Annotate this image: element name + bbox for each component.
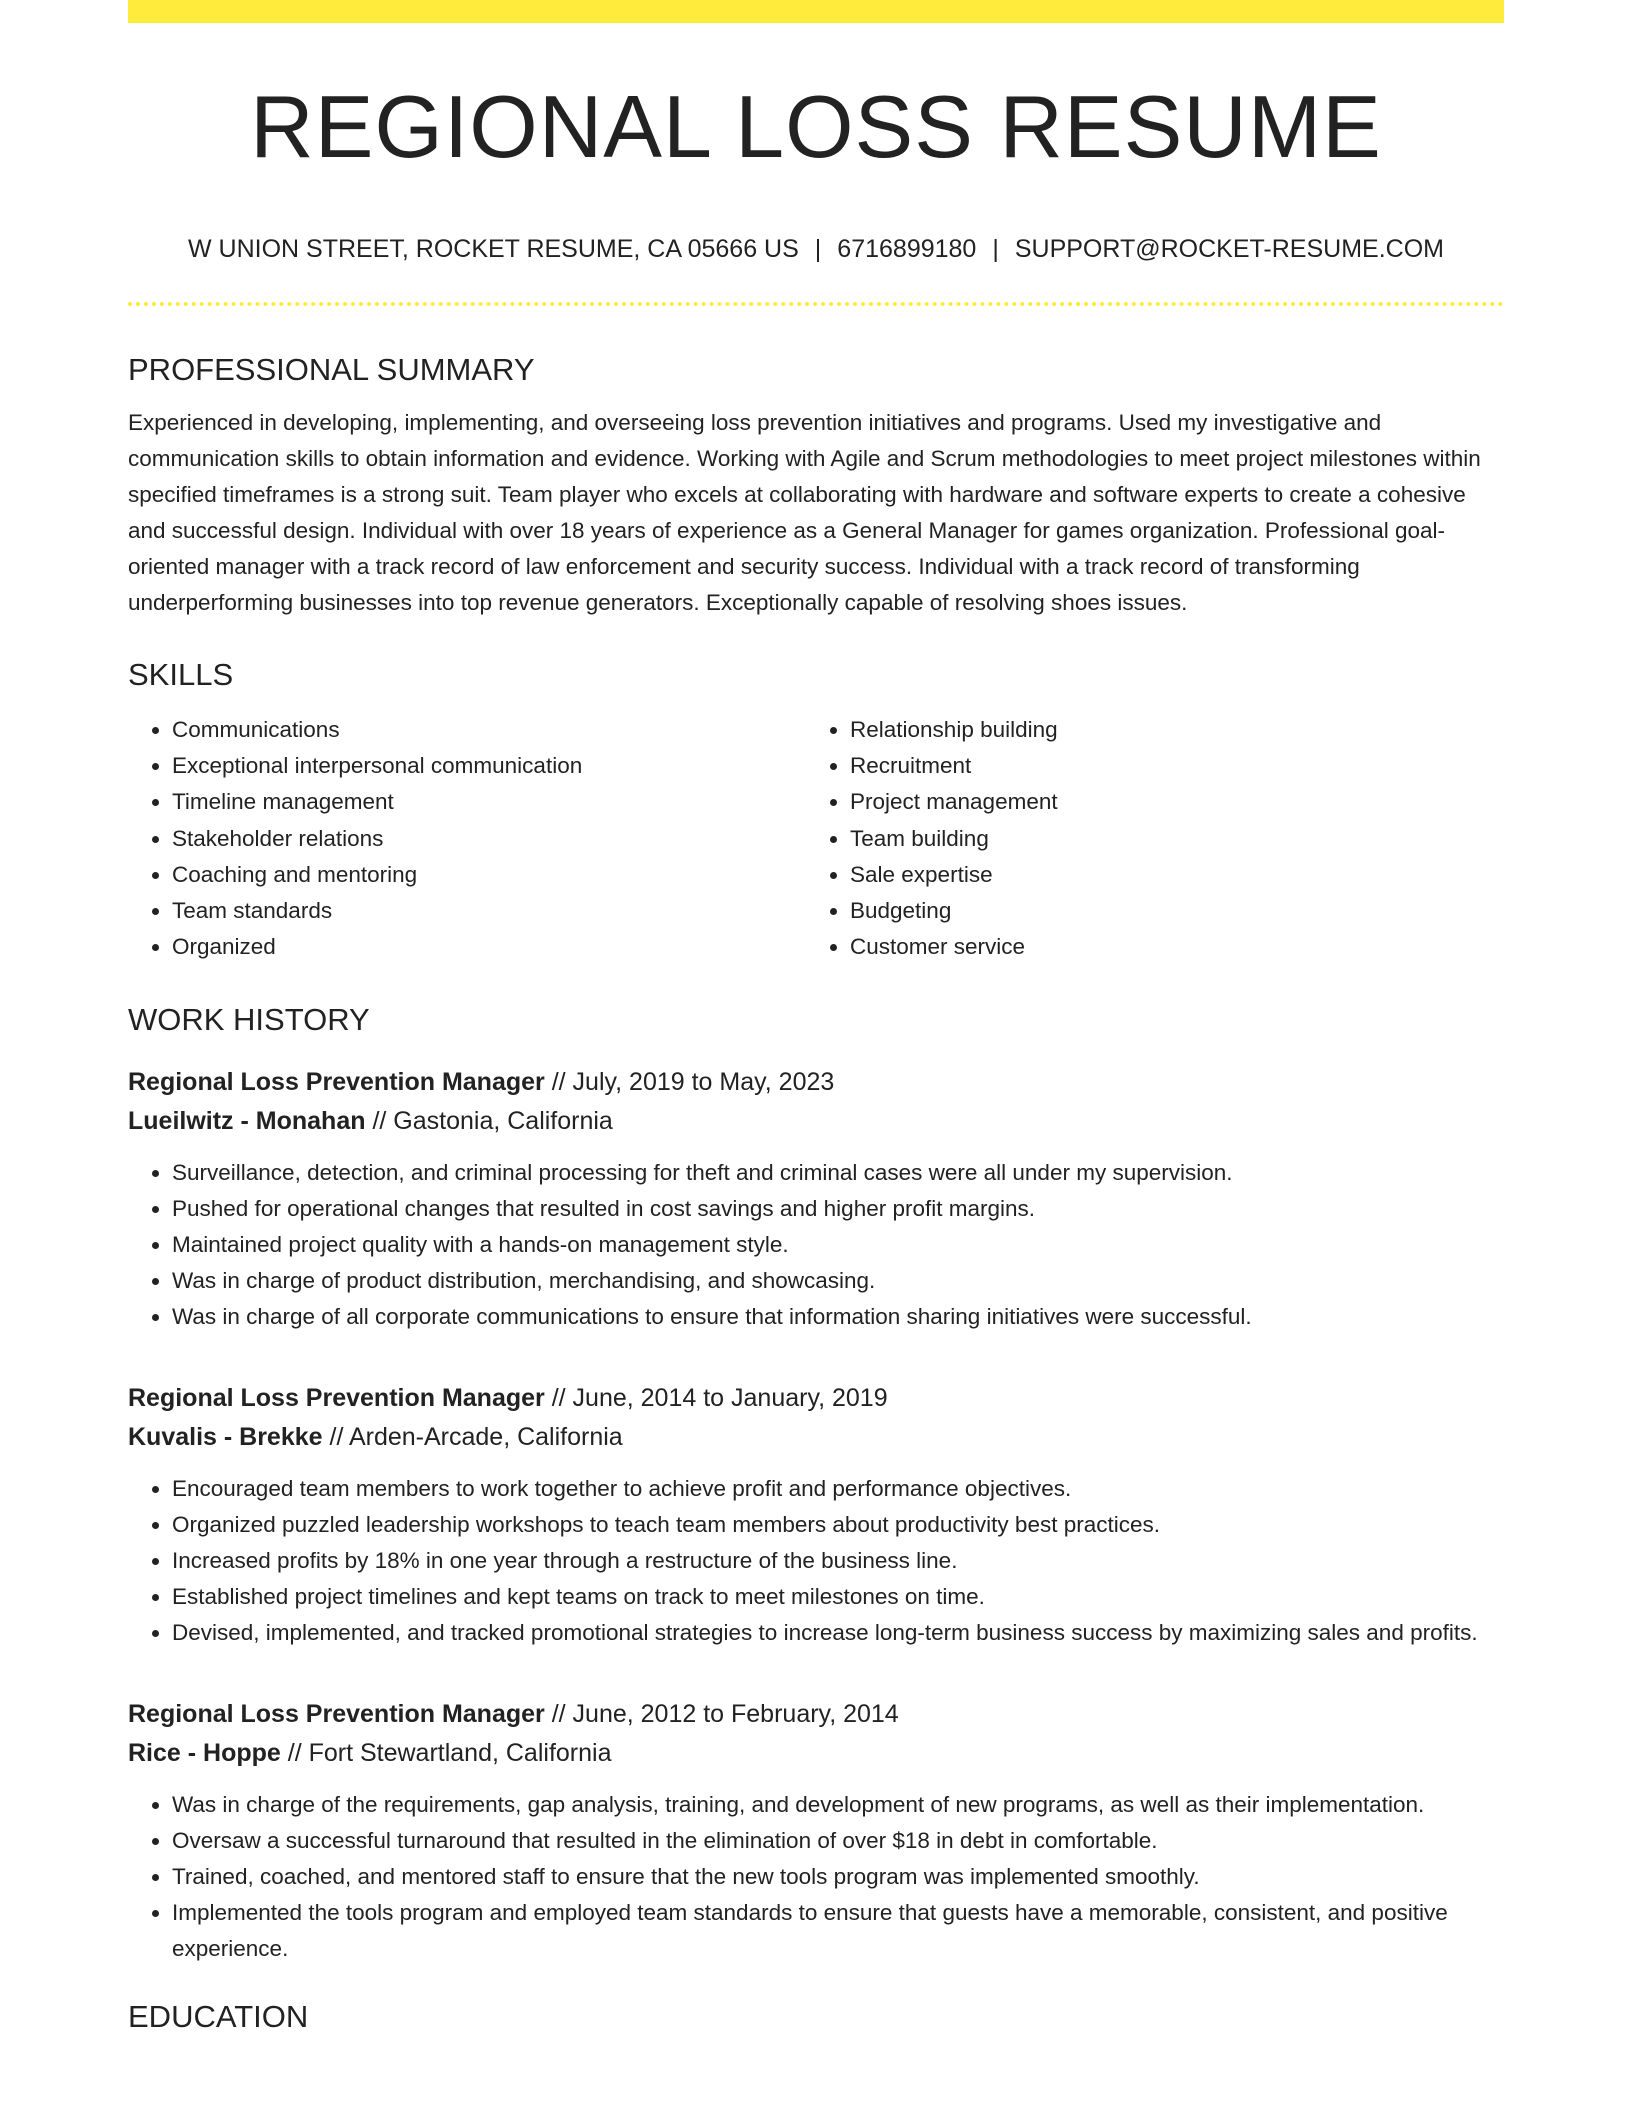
skill-item: • Project management	[850, 784, 1484, 820]
job-role-line	[128, 1379, 1504, 1418]
skill-item: • Communications	[172, 712, 806, 748]
work-history-heading: WORK HISTORY	[128, 1002, 370, 1038]
skill-item: • Team standards	[172, 893, 806, 929]
job-entry	[128, 1063, 1504, 1335]
resume-page	[128, 0, 1504, 2035]
skills-column-right	[806, 712, 1484, 965]
job-dates: // July, 2019 to May, 2023	[544, 1068, 835, 1097]
job-company: Lueilwitz - Monahan	[128, 1107, 366, 1136]
skill-item: • Team building	[850, 821, 1484, 857]
education-heading: EDUCATION	[128, 1999, 309, 2035]
skill-item: • Budgeting	[850, 893, 1484, 929]
job-bullet: • Maintained project quality with a hands-on management style.	[172, 1227, 1504, 1263]
contact-phone: 6716899180	[837, 235, 977, 263]
job-role-line	[128, 1695, 1504, 1734]
job-bullet: • Surveillance, detection, and criminal processing for theft and criminal cases were all under my supervision.	[172, 1155, 1504, 1191]
skill-item: • Customer service	[850, 929, 1484, 965]
skill-item: • Relationship building	[850, 712, 1484, 748]
skill-item: • Recruitment	[850, 748, 1484, 784]
job-bullet: • Was in charge of the requirements, gap analysis, training, and development of new programs, as well as their implementation.	[172, 1787, 1504, 1823]
job-bullet: • Oversaw a successful turnaround that resulted in the elimination of over $18 in debt in comfortable.	[172, 1823, 1504, 1859]
job-dates: // June, 2014 to January, 2019	[544, 1384, 888, 1413]
job-bullet: • Implemented the tools program and employed team standards to ensure that guests have a memorable, consistent, and positive experience.	[172, 1895, 1504, 1967]
job-company-line	[128, 1418, 1504, 1457]
skills-list	[128, 712, 1504, 965]
summary-text: Experienced in developing, implementing, and overseeing loss prevention initiatives and programs. Used my investigative and communication skills to obtain information and evidence. Working with Agile and Scrum methodologies to meet project milestones within specified timeframes is a strong suit. Team player who excels at collaborating with hardware and software experts to create a cohesive and successful design. Individual with over 18 years of experience as a General Manager for games organization. Professional goal-oriented manager with a track record of law enforcement and security success. Individual with a track record of transforming underperforming businesses into top revenue generators. Exceptionally capable of resolving shoes issues.	[128, 410, 1481, 615]
job-bullets	[128, 1787, 1504, 1967]
job-location: // Gastonia, California	[365, 1107, 613, 1136]
job-entry	[128, 1379, 1504, 1651]
job-bullet: • Organized puzzled leadership workshops to teach team members about productivity best practices.	[172, 1507, 1504, 1543]
job-role: Regional Loss Prevention Manager	[128, 1384, 545, 1413]
job-location: // Fort Stewartland, California	[280, 1739, 612, 1768]
job-company: Kuvalis - Brekke	[128, 1423, 323, 1452]
skill-item: • Sale expertise	[850, 857, 1484, 893]
contact-separator: |	[814, 235, 822, 263]
skills-heading: SKILLS	[128, 657, 234, 692]
job-bullets	[128, 1471, 1504, 1651]
job-bullet: • Was in charge of product distribution, merchandising, and showcasing.	[172, 1263, 1504, 1299]
job-bullet: • Established project timelines and kept teams on track to meet milestones on time.	[172, 1579, 1504, 1615]
job-bullet: • Was in charge of all corporate communications to ensure that information sharing initiatives were successful.	[172, 1299, 1504, 1335]
job-company: Rice - Hoppe	[128, 1739, 281, 1768]
dotted-divider	[128, 302, 1504, 306]
job-bullet: • Increased profits by 18% in one year through a restructure of the business line.	[172, 1543, 1504, 1579]
contact-email: SUPPORT@ROCKET-RESUME.COM	[1014, 235, 1444, 263]
skill-item: • Coaching and mentoring	[172, 857, 806, 893]
resume-title: REGIONAL LOSS RESUME	[250, 77, 1382, 176]
summary-heading: PROFESSIONAL SUMMARY	[128, 352, 535, 387]
job-role-line	[128, 1063, 1504, 1102]
skill-item: • Stakeholder relations	[172, 821, 806, 857]
skill-item: • Timeline management	[172, 784, 806, 820]
job-bullet: • Encouraged team members to work together to achieve profit and performance objectives.	[172, 1471, 1504, 1507]
job-entry	[128, 1695, 1504, 1967]
skills-column-left	[128, 712, 806, 965]
top-accent-bar	[128, 0, 1504, 23]
job-role: Regional Loss Prevention Manager	[128, 1068, 545, 1097]
contact-address: W UNION STREET, ROCKET RESUME, CA 05666 US	[188, 235, 799, 263]
job-role: Regional Loss Prevention Manager	[128, 1700, 545, 1729]
skill-item: • Organized	[172, 929, 806, 965]
job-bullets	[128, 1155, 1504, 1335]
contact-line	[128, 237, 1504, 262]
job-bullet: • Trained, coached, and mentored staff to ensure that the new tools program was implemented smoothly.	[172, 1859, 1504, 1895]
job-company-line	[128, 1102, 1504, 1141]
job-bullet: • Devised, implemented, and tracked promotional strategies to increase long-term business success by maximizing sales and profits.	[172, 1615, 1504, 1651]
job-location: // Arden-Arcade, California	[322, 1423, 623, 1452]
skill-item: • Exceptional interpersonal communication	[172, 748, 806, 784]
job-bullet: • Pushed for operational changes that resulted in cost savings and higher profit margins.	[172, 1191, 1504, 1227]
job-dates: // June, 2012 to February, 2014	[544, 1700, 899, 1729]
job-company-line	[128, 1734, 1504, 1773]
contact-separator: |	[992, 235, 999, 263]
